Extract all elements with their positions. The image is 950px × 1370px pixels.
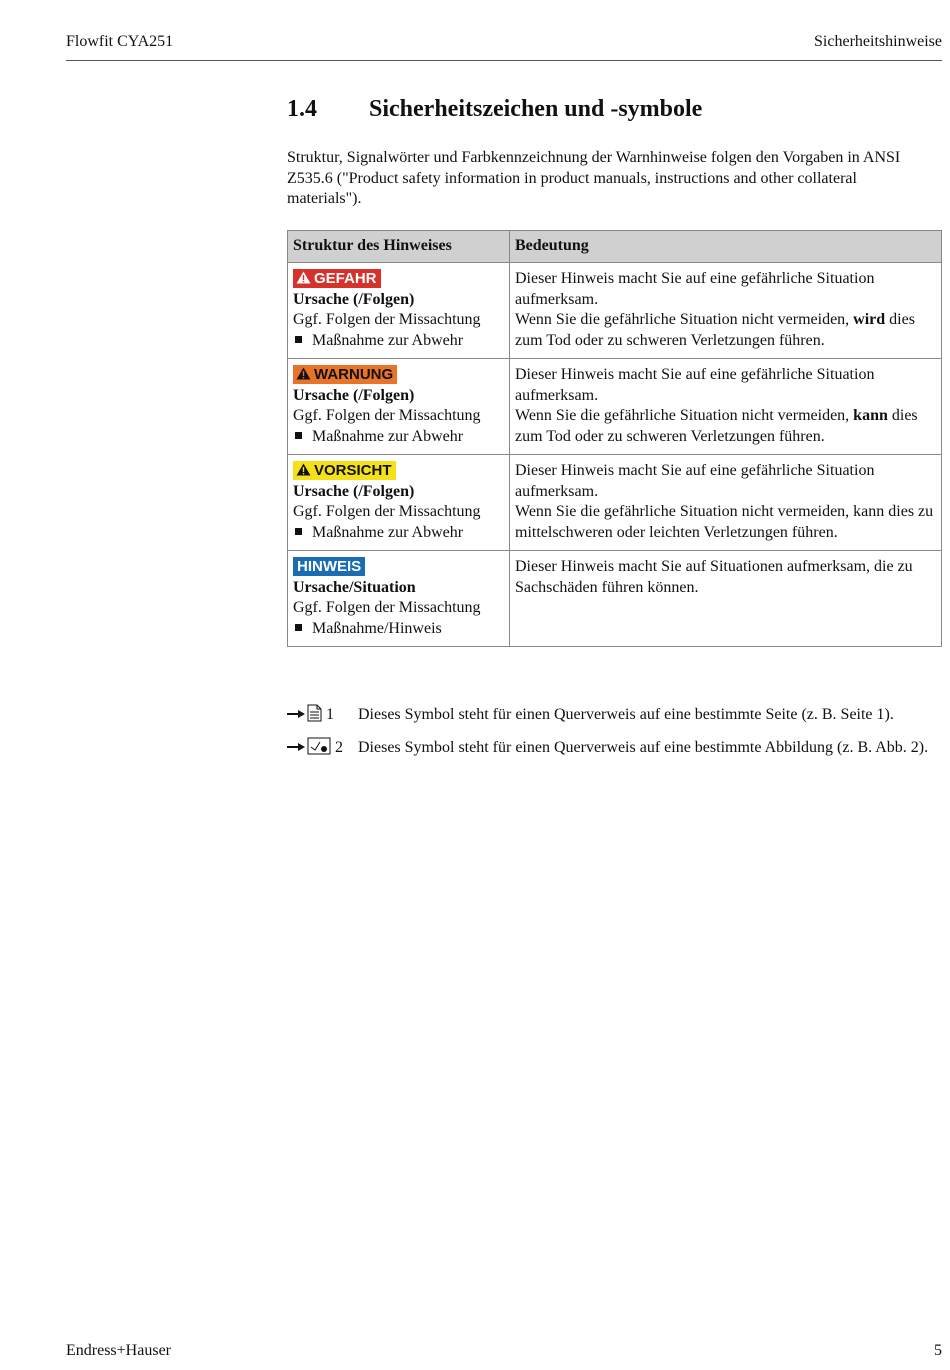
warning-badge	[293, 365, 397, 384]
meaning-line-1: Dieser Hinweis macht Sie auf Situationen aufmerksam, die zu Sachschäden führen können.	[515, 558, 913, 596]
footer-company: Endress+Hauser	[66, 1342, 171, 1359]
consequence-label: Ggf. Folgen der Missachtung	[293, 599, 481, 616]
figure-reference-icon	[307, 737, 331, 760]
bullet-square-icon	[295, 432, 302, 439]
table-header-row	[288, 231, 942, 263]
warning-triangle-icon	[296, 271, 311, 284]
meaning-emphasis: kann	[853, 407, 888, 424]
warning-triangle-icon	[296, 463, 311, 476]
meaning-line-2a: Wenn Sie die gefährliche Situation nicht vermeiden,	[515, 407, 854, 424]
meaning-line-2c: dies zum Tod oder zu schweren Verletzungen führen.	[515, 311, 915, 349]
header-product-name: Flowfit CYA251	[66, 33, 174, 50]
consequence-label: Ggf. Folgen der Missachtung	[293, 503, 481, 520]
page-reference-icon	[307, 704, 322, 727]
xref-figure-text: Dieses Symbol steht für einen Querverweis auf eine bestimmte Abbildung (z. B. Abb. 2).	[358, 739, 929, 756]
safety-symbols-table	[287, 230, 942, 647]
meaning-line-1: Dieser Hinweis macht Sie auf eine gefährliche Situation aufmerksam.	[515, 366, 875, 404]
table-row	[288, 455, 942, 551]
table-row	[288, 551, 942, 647]
action-label: Maßnahme/Hinweis	[312, 619, 442, 637]
arrow-right-icon	[287, 706, 307, 724]
table-row	[288, 359, 942, 455]
column-header-structure: Struktur des Hinweises	[288, 231, 510, 263]
bullet-square-icon	[295, 528, 302, 535]
section-title: Sicherheitszeichen und -symbole	[369, 96, 703, 122]
consequence-label: Ggf. Folgen der Missachtung	[293, 311, 481, 328]
meaning-cell	[510, 455, 942, 551]
bullet-square-icon	[295, 624, 302, 631]
caution-badge	[293, 461, 396, 480]
action-label: Maßnahme zur Abwehr	[312, 523, 464, 541]
consequence-label: Ggf. Folgen der Missachtung	[293, 407, 481, 424]
structure-cell	[288, 263, 510, 359]
meaning-line-2: Wenn Sie die gefährliche Situation nicht vermeiden, kann dies zu mittelschweren oder leichten Verletzungen führen.	[515, 503, 934, 541]
meaning-line-2c: dies zum Tod oder zu schweren Verletzungen führen.	[515, 407, 918, 445]
action-label: Maßnahme zur Abwehr	[312, 427, 464, 445]
meaning-line-1: Dieser Hinweis macht Sie auf eine gefährliche Situation aufmerksam.	[515, 270, 875, 308]
xref-figure-line	[287, 737, 928, 760]
cause-label: Ursache (/Folgen)	[293, 290, 415, 308]
structure-cell	[288, 455, 510, 551]
table-row	[288, 263, 942, 359]
meaning-cell	[510, 551, 942, 647]
warning-triangle-icon	[296, 367, 311, 380]
danger-badge-label: GEFAHR	[314, 270, 377, 287]
bullet-square-icon	[295, 336, 302, 343]
xref-page-number: 1	[326, 706, 334, 723]
footer-page-number: 5	[934, 1342, 942, 1359]
column-header-meaning: Bedeutung	[510, 231, 942, 263]
cause-label: Ursache (/Folgen)	[293, 482, 415, 500]
meaning-line-1: Dieser Hinweis macht Sie auf eine gefährliche Situation aufmerksam.	[515, 462, 875, 500]
danger-badge	[293, 269, 381, 288]
arrow-right-icon	[287, 739, 307, 757]
structure-cell	[288, 551, 510, 647]
xref-page-line	[287, 704, 894, 727]
warning-badge-label: WARNUNG	[314, 366, 394, 383]
meaning-cell	[510, 359, 942, 455]
xref-figure-number: 2	[335, 739, 343, 756]
header-section-name: Sicherheitshinweise	[814, 33, 942, 50]
xref-page-text: Dieses Symbol steht für einen Querverweis auf eine bestimmte Seite (z. B. Seite 1).	[358, 706, 894, 723]
header-divider	[66, 60, 942, 61]
cause-label: Ursache/Situation	[293, 578, 416, 596]
notice-badge: HINWEIS	[293, 557, 365, 576]
section-heading	[287, 96, 702, 123]
cause-label: Ursache (/Folgen)	[293, 386, 415, 404]
meaning-cell	[510, 263, 942, 359]
action-label: Maßnahme zur Abwehr	[312, 331, 464, 349]
caution-badge-label: VORSICHT	[314, 462, 392, 479]
meaning-emphasis: wird	[853, 311, 886, 328]
structure-cell	[288, 359, 510, 455]
section-number: 1.4	[287, 96, 317, 122]
meaning-line-2a: Wenn Sie die gefährliche Situation nicht vermeiden,	[515, 311, 854, 328]
intro-paragraph: Struktur, Signalwörter und Farbkennzeichnung der Warnhinweise folgen den Vorgaben in ANSI Z535.6 ("Product safety information in product manuals, instructions and other collateral materials").	[287, 149, 901, 207]
